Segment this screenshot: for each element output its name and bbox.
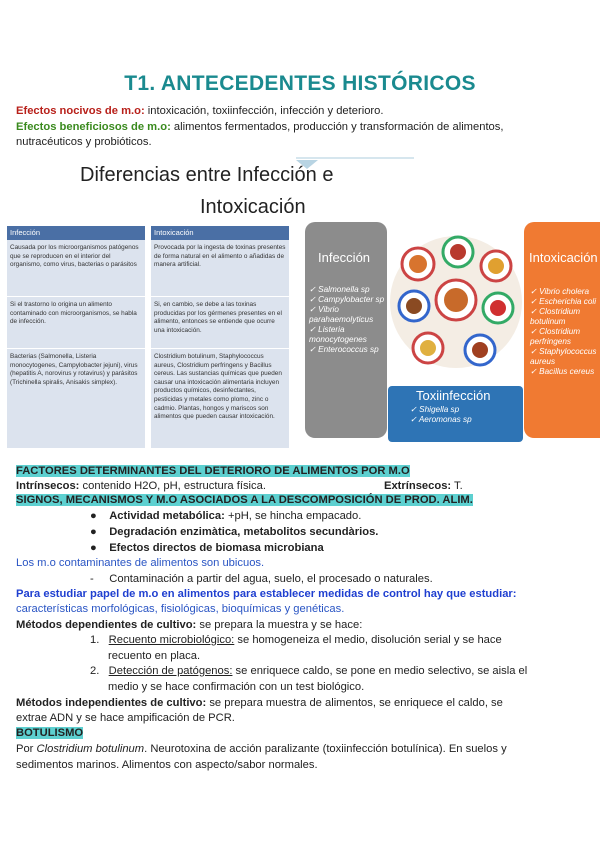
infeccion-item: ✓ Salmonella sp (309, 285, 370, 294)
figure-title-2: Intoxicación (200, 196, 306, 218)
infeccion-row-3: Bacterias (Salmonella, Listeria monocytogenes, Campylobacter jejuni), virus (hepatitis A, norovirus y rotavirus) y parásitos (Trichinella spiralis, Anisakis simplex). (7, 348, 145, 448)
botulismo-text-2: sedimentos marinos. Alimentos con aspecto/sabor normales. (16, 759, 318, 771)
infeccion-row-2: Si el trastorno lo origina un alimento contaminado con microorganismos, se habla de infección. (7, 296, 145, 348)
intrinsecos-label: Intrínsecos: (16, 480, 80, 492)
infeccion-panel (305, 222, 387, 438)
food-plates-image (388, 222, 524, 384)
dep-item-1: 1. Recuento microbiológico: se homogeneiza el medio, disolución serial y se hace (90, 634, 502, 646)
toxiinfeccion-item: ✓ Shigella sp (410, 405, 460, 414)
infeccion-item: ✓ Vibrio parahaemolyticus (309, 305, 374, 324)
infeccion-panel-heading: Infección (318, 250, 371, 265)
intoxicacion-item: ✓ Escherichia coli (530, 297, 597, 306)
botulismo-text-1: Por Clostridium botulinum. Neurotoxina de acción paralizante (toxiinfección botulínica). En suelos y (16, 743, 507, 755)
infeccion-item: ✓ Listeria monocytogenes (309, 325, 367, 344)
intro-nocivos (16, 104, 383, 118)
intoxicacion-panel-heading: Intoxicación (529, 250, 598, 265)
page-title: T1. ANTECEDENTES HISTÓRICOS (124, 72, 476, 95)
beneficiosos-label: Efectos beneficiosos de m.o: (16, 121, 171, 133)
intoxicacion-item: ✓ Clostridium perfringens (530, 327, 581, 346)
metodos-independientes-cont: extrae ADN y se hace ampificación de PCR. (16, 712, 235, 724)
factores-intrinsecos (16, 479, 266, 493)
toxiinfeccion-panel (388, 386, 523, 442)
metodos-independientes: Métodos independientes de cultivo: se prepara muestra de alimentos, se enriquece el caldo, se (16, 697, 503, 709)
infeccion-item: ✓ Enterococcus sp (309, 345, 379, 354)
beneficiosos-text-2: nutracéuticos y probióticos. (16, 136, 152, 148)
dep-item-2: 2. Detección de patógenos: se enriquece caldo, se pone en medio selectivo, se aisla el (90, 665, 528, 677)
infeccion-panel-list (305, 265, 387, 355)
factores-extrinsecos (384, 479, 463, 493)
intoxicacion-item: ✓ Bacillus cereus (530, 367, 595, 376)
metodos-dependientes: Métodos dependientes de cultivo: se prepara la muestra y se hace: (16, 619, 363, 631)
infeccion-column (7, 226, 145, 448)
intoxicacion-header: Intoxicación (151, 226, 289, 240)
intoxicacion-row-2: Si, en cambio, se debe a las toxinas producidas por los gérmenes presentes en el alimento, entonces se entiende que ocurre una intoxicación. (151, 296, 289, 348)
contaminacion-item: - Contaminación a partir del agua, suelo, el procesado o naturales. (90, 573, 433, 585)
figure-title-1: Diferencias entre Infección e (80, 164, 334, 186)
signos-bullet-3: ● Efectos directos de biomasa microbiana (90, 542, 324, 554)
toxiinfeccion-panel-heading: Toxiinfección (416, 388, 491, 403)
infeccion-header: Infección (7, 226, 145, 240)
toxiinfeccion-item: ✓ Aeromonas sp (410, 415, 472, 424)
extrinsecos-text: T. (451, 480, 463, 492)
extrinsecos-label: Extrínsecos: (384, 480, 452, 492)
comparison-table (7, 226, 289, 448)
intoxicacion-item: ✓ Vibrio cholera (530, 287, 590, 296)
figure-top-line (296, 157, 414, 159)
intoxicacion-panel-list (524, 265, 600, 377)
toxiinfeccion-panel-list (388, 403, 523, 425)
para-estudiar: Para estudiar papel de m.o en alimentos para establecer medidas de control hay que estudiar: (16, 588, 517, 600)
intoxicacion-row-1: Provocada por la ingesta de toxinas presentes de forma natural en el alimento o añadidas de manera artificial. (151, 240, 289, 296)
signos-bullet-2: ● Degradación enzimàtica, metabolitos secundàrios. (90, 526, 379, 538)
factores-heading: FACTORES DETERMINANTES DEL DETERIORO DE ALIMENTOS POR M.O (16, 465, 410, 477)
intrinsecos-text: contenido H2O, pH, estructura física. (79, 480, 266, 492)
intoxicacion-row-3: Clostridium botulinum, Staphylococcus aureus, Clostridium perfringens y Bacillus cereus. Las sustancias químicas que pueden causar una intoxicación alimentaria incluyen productos químicos, desinfectantes, pesticidas y metales como plomo, zinc o cadmio. Plantas, hongos y mariscos son alimentos que pueden causar intoxicación. (151, 348, 289, 448)
infeccion-item: ✓ Campylobacter sp (309, 295, 385, 304)
infeccion-row-1: Causada por los microorganismos patógenos que se reproducen en el interior del organismo, como virus, bacterias o parásitos (7, 240, 145, 296)
signos-bullet-1: ● Actividad metabólica: +pH, se hincha empacado. (90, 510, 362, 522)
beneficiosos-text: alimentos fermentados, producción y transformación de alimentos, (170, 121, 504, 133)
nocivos-label: Efectos nocivos de m.o: (16, 105, 145, 117)
intoxicacion-item: ✓ Clostridium botulinum (530, 307, 581, 326)
dep-item-1-cont: recuento en placa. (108, 650, 201, 662)
caracteristicas: características morfológicas, fisiológicas, bioquímicas y genéticas. (16, 603, 345, 615)
intoxicacion-column (151, 226, 289, 448)
ubicuos-text: Los m.o contaminantes de alimentos son ubicuos. (16, 557, 265, 569)
intoxicacion-item: ✓ Staphylococcus aureus (530, 347, 597, 366)
intro-beneficiosos (16, 120, 503, 134)
signos-heading: SIGNOS, MECANISMOS Y M.O ASOCIADOS A LA DESCOMPOSICIÓN DE PROD. ALIM. (16, 494, 473, 506)
intoxicacion-panel (524, 222, 600, 438)
nocivos-text: intoxicación, toxiinfección, infección y deterioro. (144, 105, 384, 117)
dep-item-2-cont: medio y se hace confirmación con un test biológico. (108, 681, 365, 693)
botulismo-heading: BOTULISMO (16, 727, 84, 739)
